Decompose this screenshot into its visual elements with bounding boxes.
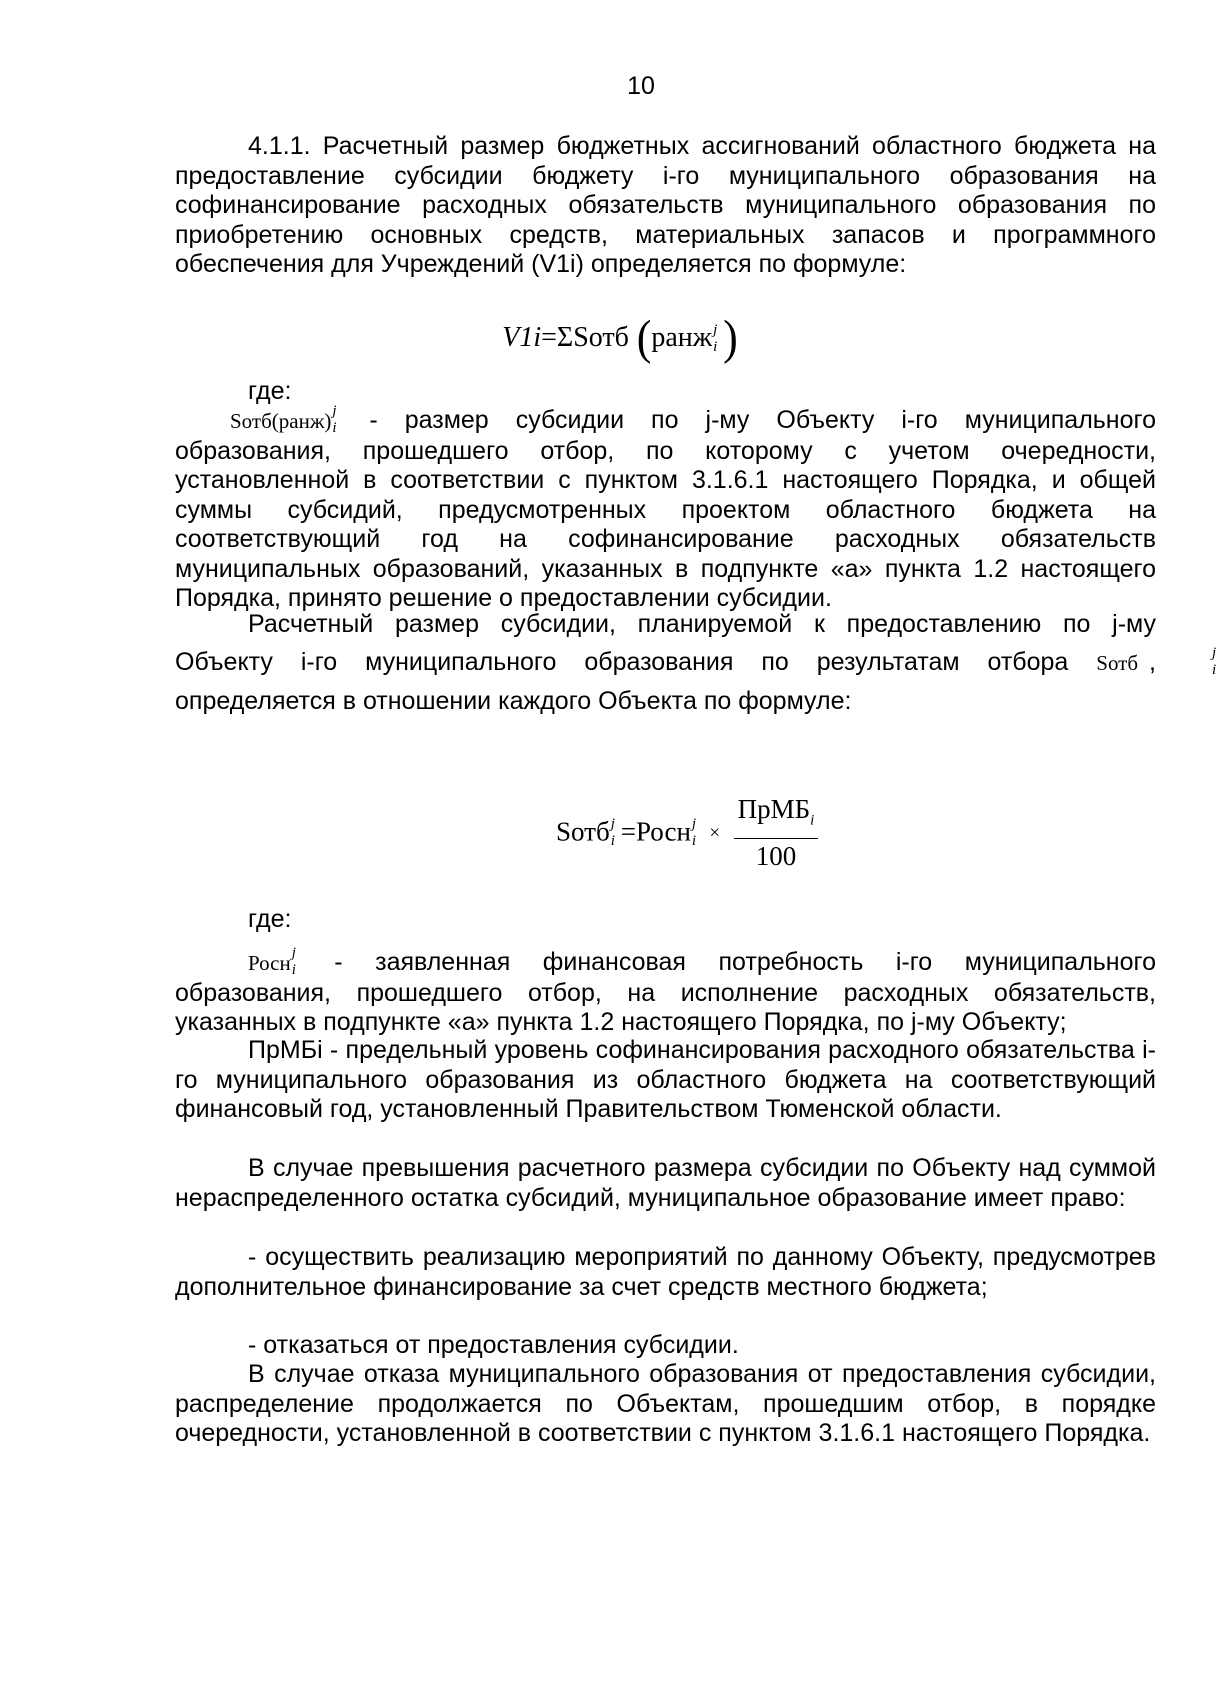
formula1-sub: i: [713, 338, 718, 355]
paragraph-calc-size: [175, 605, 1216, 720]
formula2-lhs: Sотб: [556, 816, 610, 847]
formula1-inner: ранж: [651, 322, 713, 353]
where-label-2: где:: [248, 905, 292, 933]
formula2-times: ×: [709, 822, 721, 844]
formula2-rhs-sub: i: [691, 833, 697, 850]
formula1-indices: [713, 321, 723, 355]
def1-sub: i: [332, 420, 337, 437]
formula-v1i: [0, 310, 1200, 365]
formula1-eq: =: [541, 322, 557, 353]
def1-symbol: Sотб(ранж): [230, 409, 332, 433]
p2-indices: [1139, 645, 1216, 679]
p2-text-after: , определяется в отношении каждого Объекта по формуле:: [175, 648, 1156, 715]
def1-indices: [332, 403, 342, 437]
p2-sub: i: [1212, 662, 1216, 679]
paragraph-excess: В случае превышения расчетного размера субсидии по Объекту над суммой нераспределенного остатка субсидий, муниципальное образование имеет право:: [175, 1154, 1156, 1212]
formula-sotb: [556, 795, 818, 871]
formula2-rhs-sup: j: [691, 816, 697, 833]
formula2-eq: =: [620, 816, 636, 847]
formula2-lhs-indices: [610, 816, 621, 850]
formula2-denominator: 100: [755, 840, 797, 871]
def2-sub: i: [291, 962, 296, 979]
def2-sup: j: [291, 945, 296, 962]
formula2-fraction: [734, 795, 819, 871]
formula2-rhs: Росн: [635, 816, 691, 847]
formula2-lhs-sup: j: [610, 816, 615, 833]
def2-indices: [291, 945, 302, 979]
definition-rosn: [175, 945, 1156, 1038]
def2-symbol: Росн: [248, 951, 291, 975]
formula1-sup: j: [713, 321, 718, 338]
paragraph-4-1-1: 4.1.1. Расчетный размер бюджетных ассигнований областного бюджета на предоставление субсидии бюджету i-го муниципального образования на софинансирование расходных обязательств муниципального образования по приобретению основных средств, материальных запасов и программного обеспечения для Учреждений (V1i) определяется по формуле:: [175, 132, 1156, 278]
p2-symbol: Sотб: [1096, 651, 1139, 675]
paragraph-prmbi: ПрМБi - предельный уровень софинансирования расходного обязательства i-го муниципального образования из областного бюджета на соответствующий финансовый год, установленный Правительством Тюменской области.: [175, 1036, 1156, 1123]
formula1-open-paren: (: [636, 310, 652, 365]
def1-sup: j: [332, 403, 337, 420]
formula2-num: ПрМБ: [737, 794, 811, 824]
def1-text: - размер субсидии по j-му Объекту i-го муниципального образования, прошедшего отбор, по которому с учетом очередности, установленной в соответствии с пунктом 3.1.6.1 настоящего Порядка, и общей суммы субсидий, предусмотренных проектом областного бюджета на соответствующий год на софинансирование расходных обязательств муниципальных образований, указанных в подпункте «а» пункта 1.2 настоящего Порядка, принято решение о предоставлении субсидии.: [175, 406, 1156, 612]
formula2-lhs-sub: i: [610, 833, 615, 850]
formula1-close-paren: ): [723, 310, 738, 365]
formula2-num-sub: i: [810, 812, 815, 829]
def2-text: - заявленная финансовая потребность i-го муниципального образования, прошедшего отбор, на исполнение расходных обязательств, указанных в подпункте «а» пункта 1.2 настоящего Порядка, по j-му Объекту;: [175, 948, 1156, 1036]
formula1-sigma: ΣSотб: [556, 322, 629, 353]
p2-text-before: Расчетный размер субсидии, планируемой к предоставлению по j-му Объекту i-го муниципального образования по результатам отбора: [175, 610, 1156, 676]
formula2-rhs-indices: [691, 816, 702, 850]
p2-sup: j: [1212, 645, 1216, 662]
formula2-numerator: [734, 795, 819, 839]
paragraph-option-2: - отказаться от предоставления субсидии.: [248, 1331, 739, 1359]
paragraph-refusal: В случае отказа муниципального образования от предоставления субсидии, распределение продолжается по Объектам, прошедшим отбор, в порядке очередности, установленной в соответствии с пунктом 3.1.6.1 настоящего Порядка.: [175, 1360, 1156, 1447]
formula1-lhs: V1i: [502, 322, 542, 353]
paragraph-option-1: - осуществить реализацию мероприятий по данному Объекту, предусмотрев дополнительное финансирование за счет средств местного бюджета;: [175, 1243, 1156, 1301]
where-label-1: где:: [248, 377, 292, 405]
definition-sotb-ranzh: [175, 403, 1156, 614]
page-number: 10: [627, 72, 655, 100]
